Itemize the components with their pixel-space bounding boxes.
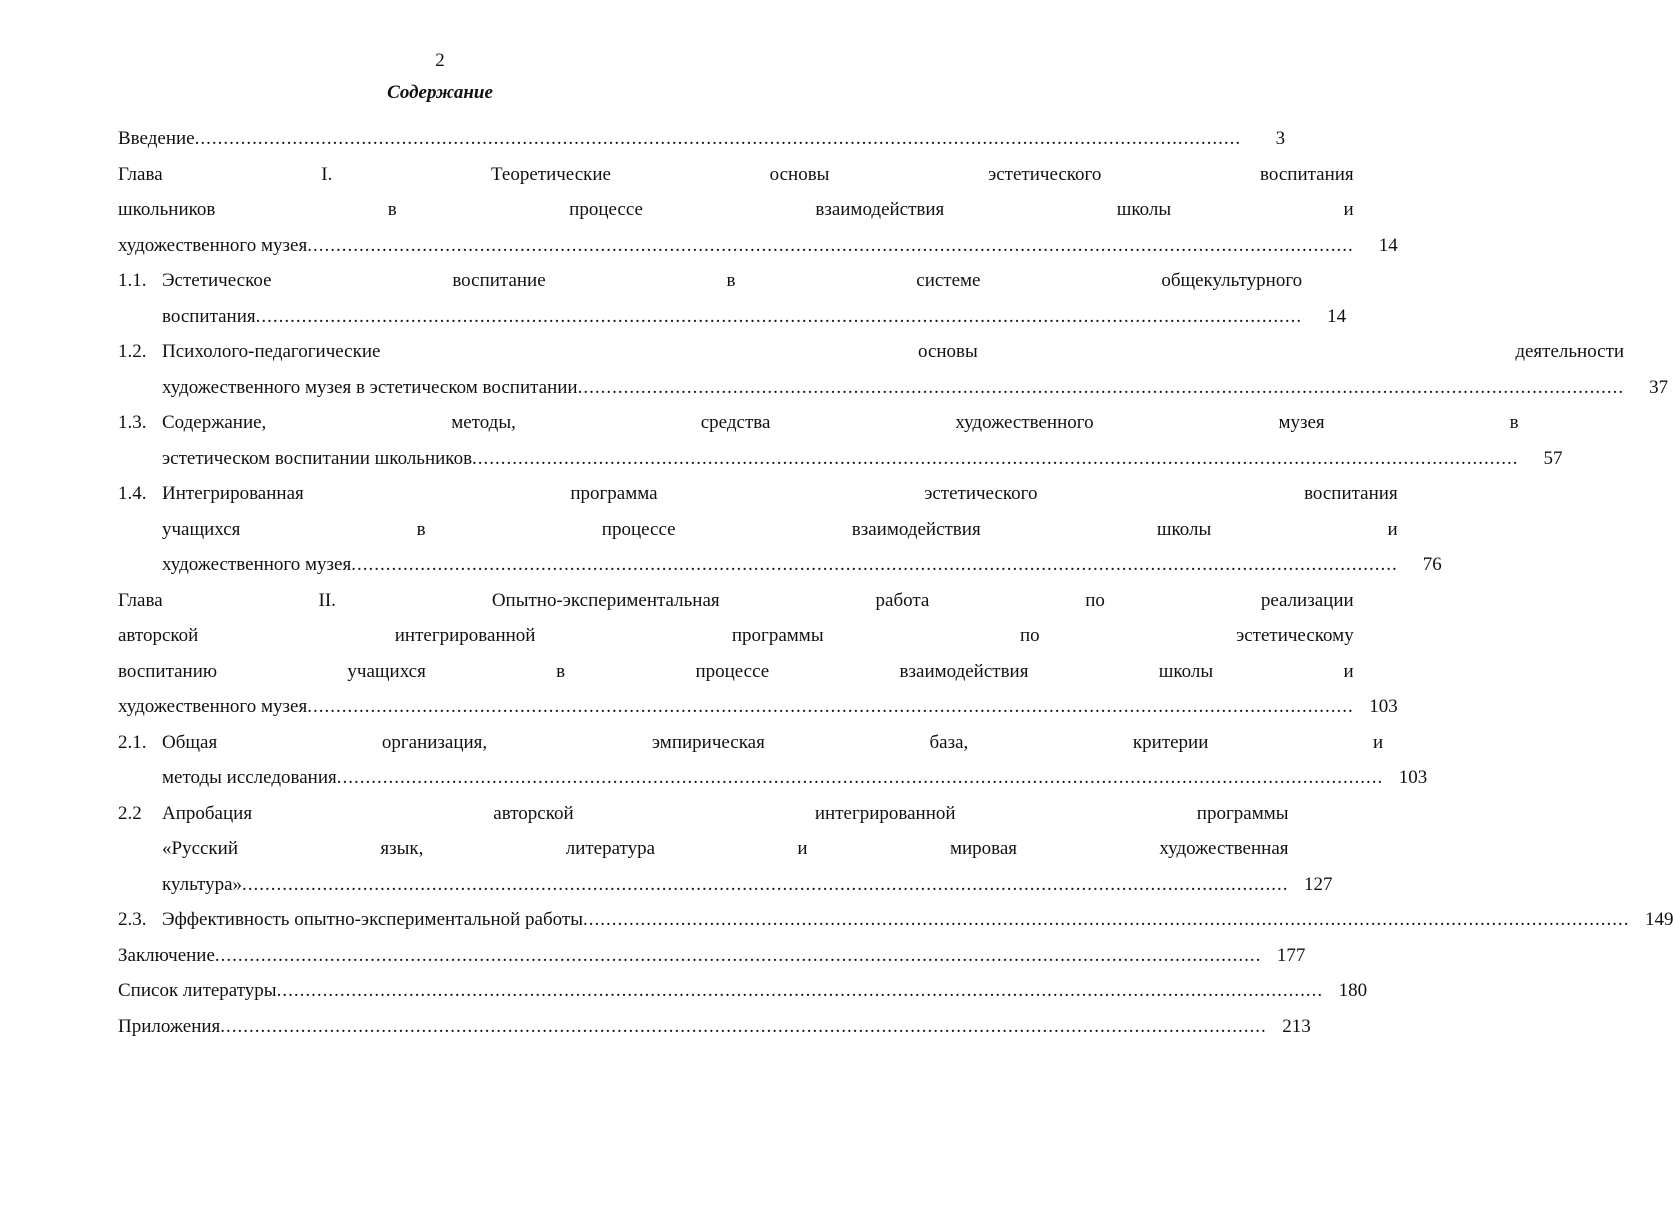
- toc-entry-line: [118, 157, 1354, 193]
- toc-entry-last-line: [162, 760, 1427, 796]
- toc-entry-last-line: [118, 1009, 1311, 1045]
- toc-entry-title: Эффективность опытно-экспериментальной работы: [162, 909, 583, 930]
- toc-entry-title: эстетическом воспитании школьников: [162, 447, 473, 469]
- dot-leader: [242, 867, 1289, 903]
- toc-word: средства: [700, 412, 771, 433]
- toc-word: художественная: [1159, 838, 1289, 859]
- toc-entry-title: Список литературы: [118, 980, 277, 1001]
- toc-word: и: [1387, 518, 1398, 540]
- toc-entry-last-line: [118, 228, 1398, 264]
- toc-page-number: 103: [1398, 767, 1428, 788]
- dot-leader: [578, 370, 1625, 406]
- toc-word: системе: [916, 270, 981, 291]
- toc-page-number: 177: [1276, 944, 1306, 966]
- toc-entry-number: 2.2: [118, 802, 142, 824]
- toc-word: музея: [1278, 412, 1325, 433]
- toc-page-number: 149: [1644, 909, 1673, 930]
- toc-word: Глава: [118, 589, 163, 611]
- toc-word: программы: [1196, 802, 1289, 824]
- toc-word: Опытно-экспериментальная: [491, 589, 720, 611]
- toc-word: «Русский: [162, 838, 238, 859]
- toc-entry-number: 2.3.: [118, 909, 147, 930]
- toc-entry[interactable]: [118, 334, 1669, 405]
- toc-entry-title: художественного музея: [118, 234, 308, 256]
- toc-entry-title: художественного музея в эстетическом воспитании: [162, 376, 578, 398]
- toc-word: учащихся: [347, 660, 426, 682]
- toc-entry-title: методы исследования: [162, 767, 337, 788]
- toc-word: процессе: [601, 518, 676, 540]
- toc-word: авторской: [118, 625, 199, 646]
- toc-entry[interactable]: [118, 1009, 1311, 1045]
- toc-entry-body: [162, 334, 1668, 405]
- dot-leader: [337, 760, 1384, 796]
- toc-word: литература: [565, 838, 656, 859]
- toc-word: эмпирическая: [651, 731, 765, 753]
- toc-entry-last-line: [162, 299, 1346, 335]
- toc-entry-body: [118, 121, 1285, 157]
- toc-word: база,: [929, 731, 969, 753]
- toc-word: воспитанию: [118, 660, 218, 682]
- toc-entry-title: художественного музея: [118, 696, 308, 717]
- toc-word: процессе: [695, 660, 770, 682]
- toc-entry-line: [118, 654, 1354, 690]
- toc-page-number: 3: [1275, 128, 1286, 149]
- toc-entry-body: [162, 476, 1442, 583]
- toc-word: II.: [318, 589, 336, 611]
- toc-word: язык,: [380, 838, 424, 859]
- toc-word: программы: [731, 625, 824, 646]
- toc-entry-line: [162, 405, 1519, 441]
- toc-entry[interactable]: [118, 902, 1673, 938]
- toc-entry[interactable]: [118, 796, 1333, 903]
- toc-word: деятельности: [1515, 341, 1625, 362]
- toc-entry-last-line: [118, 121, 1285, 157]
- toc-word: основы: [769, 163, 830, 185]
- toc-entry-line: [162, 476, 1398, 512]
- toc-word: школы: [1116, 199, 1172, 220]
- toc-entry-line: [118, 583, 1354, 619]
- toc-word: авторской: [493, 802, 574, 824]
- toc-word: Интегрированная: [162, 483, 304, 504]
- toc-entry-last-line: [118, 938, 1305, 974]
- dot-leader: [583, 902, 1630, 938]
- dot-leader: [195, 121, 1242, 157]
- toc-word: воспитания: [1260, 163, 1354, 185]
- dot-leader: [215, 938, 1262, 974]
- toc-page-number: 57: [1543, 447, 1563, 469]
- toc-entry[interactable]: [118, 121, 1286, 157]
- toc-word: художественного: [955, 412, 1094, 433]
- page-number: 2: [435, 50, 445, 71]
- toc-word: интегрированной: [394, 625, 536, 646]
- toc-entry-line: [118, 618, 1354, 654]
- toc-entry-last-line: [118, 973, 1367, 1009]
- toc-word: Глава: [118, 163, 163, 185]
- dot-leader: [277, 973, 1324, 1009]
- toc-entry-line: [162, 796, 1289, 832]
- toc-entry-number: 1.2.: [118, 341, 147, 362]
- toc-word: Апробация: [162, 802, 253, 824]
- toc-word: воспитания: [1304, 483, 1398, 504]
- toc-word: I.: [321, 163, 333, 185]
- toc-entry-body: [118, 938, 1305, 974]
- toc-entry[interactable]: [118, 405, 1563, 476]
- toc-word: учащихся: [162, 518, 241, 540]
- toc-word: взаимодействия: [851, 518, 981, 540]
- toc-entry-last-line: [118, 689, 1398, 725]
- toc-word: в: [1509, 412, 1519, 433]
- toc-page-number: 213: [1282, 1015, 1311, 1037]
- toc-word: и: [797, 838, 808, 859]
- toc-word: критерии: [1132, 731, 1209, 753]
- toc-word: процессе: [569, 199, 643, 220]
- toc-entry-title: Введение: [118, 128, 195, 149]
- toc-entry-number: 1.3.: [118, 412, 147, 433]
- toc-page-number: 76: [1422, 554, 1442, 575]
- toc-entry-body: [162, 405, 1563, 476]
- toc-page-number: 180: [1338, 980, 1368, 1001]
- toc-page-number: 37: [1649, 376, 1669, 398]
- toc-entry-line: [162, 263, 1302, 299]
- toc-entry-last-line: [162, 547, 1442, 583]
- page-title: Содержание: [387, 82, 493, 103]
- toc-word: общекультурного: [1161, 270, 1303, 291]
- toc-entry-body: [118, 157, 1398, 264]
- toc-entry[interactable]: [118, 263, 1347, 334]
- dot-leader: [351, 547, 1398, 583]
- toc-word: воспитание: [452, 270, 546, 291]
- toc-entry-title: Заключение: [118, 944, 215, 966]
- toc-entry-title: культура»: [162, 873, 243, 895]
- dot-leader: [472, 441, 1519, 477]
- toc-entry-body: [118, 973, 1367, 1009]
- toc-word: и: [1343, 199, 1354, 220]
- toc-entry-last-line: [162, 370, 1668, 406]
- toc-word: Общая: [162, 731, 218, 753]
- toc-entry-title: воспитания: [162, 305, 256, 327]
- toc-entry[interactable]: [118, 725, 1428, 796]
- toc-word: эстетического: [924, 483, 1038, 504]
- toc-word: Эстетическое: [162, 270, 272, 291]
- toc-entry-body: [162, 796, 1333, 903]
- toc-entry-line: [162, 831, 1289, 867]
- toc-page-number: 127: [1304, 873, 1333, 895]
- toc-word: Содержание,: [162, 412, 267, 433]
- toc-word: и: [1373, 731, 1384, 753]
- toc-word: реализации: [1260, 589, 1354, 611]
- toc-entry-line: [162, 512, 1398, 548]
- toc-entry-line: [162, 725, 1383, 761]
- toc-word: организация,: [381, 731, 488, 753]
- toc-entry-last-line: [162, 441, 1563, 477]
- toc-word: Психолого-педагогические: [162, 341, 381, 362]
- toc-word: по: [1020, 625, 1040, 646]
- toc-word: программа: [570, 483, 658, 504]
- toc-entry-number: 1.1.: [118, 270, 147, 291]
- toc-entry-body: [118, 1009, 1311, 1045]
- toc-entry[interactable]: [118, 476, 1442, 583]
- toc-page-number: 14: [1327, 305, 1347, 327]
- toc-entry-title: Приложения: [118, 1015, 221, 1037]
- toc-entry-line: [118, 192, 1354, 228]
- dot-leader: [256, 299, 1303, 335]
- toc-entry[interactable]: [118, 973, 1368, 1009]
- dot-leader: [307, 689, 1354, 725]
- toc-word: эстетического: [988, 163, 1102, 185]
- toc-entry-last-line: [162, 867, 1333, 903]
- toc-entry-number: 1.4.: [118, 483, 147, 504]
- toc-word: школы: [1156, 518, 1212, 540]
- toc-word: работа: [875, 589, 930, 611]
- toc-word: в: [556, 660, 566, 682]
- toc-word: в: [726, 270, 736, 291]
- toc-word: школы: [1158, 660, 1214, 682]
- toc-entry-body: [162, 902, 1673, 938]
- toc-word: школьников: [118, 199, 216, 220]
- toc-word: и: [1343, 660, 1354, 682]
- toc-word: интегрированной: [814, 802, 956, 824]
- toc-word: методы,: [451, 412, 516, 433]
- toc-word: Теоретические: [491, 163, 611, 185]
- toc-word: по: [1085, 589, 1105, 611]
- toc-word: взаимодействия: [899, 660, 1029, 682]
- toc-entry[interactable]: [118, 938, 1306, 974]
- toc-entry[interactable]: [118, 157, 1398, 264]
- toc-entry-body: [162, 725, 1427, 796]
- toc-entry-number: 2.1.: [118, 731, 147, 753]
- toc-word: основы: [917, 341, 978, 362]
- toc-entry-title: художественного музея: [162, 554, 352, 575]
- table-of-contents: [118, 121, 1673, 1044]
- toc-entry-body: [118, 583, 1398, 725]
- toc-word: мировая: [949, 838, 1018, 859]
- toc-word: в: [387, 199, 397, 220]
- toc-word: в: [416, 518, 426, 540]
- toc-entry-line: [162, 334, 1624, 370]
- toc-entry-body: [162, 263, 1346, 334]
- dot-leader: [220, 1009, 1267, 1045]
- toc-word: взаимодействия: [815, 199, 945, 220]
- toc-page-number: 103: [1369, 696, 1398, 717]
- dot-leader: [307, 228, 1354, 264]
- toc-entry[interactable]: [118, 583, 1398, 725]
- toc-page-number: 14: [1378, 234, 1398, 256]
- toc-entry-last-line: [162, 902, 1673, 938]
- toc-word: эстетическому: [1236, 625, 1354, 646]
